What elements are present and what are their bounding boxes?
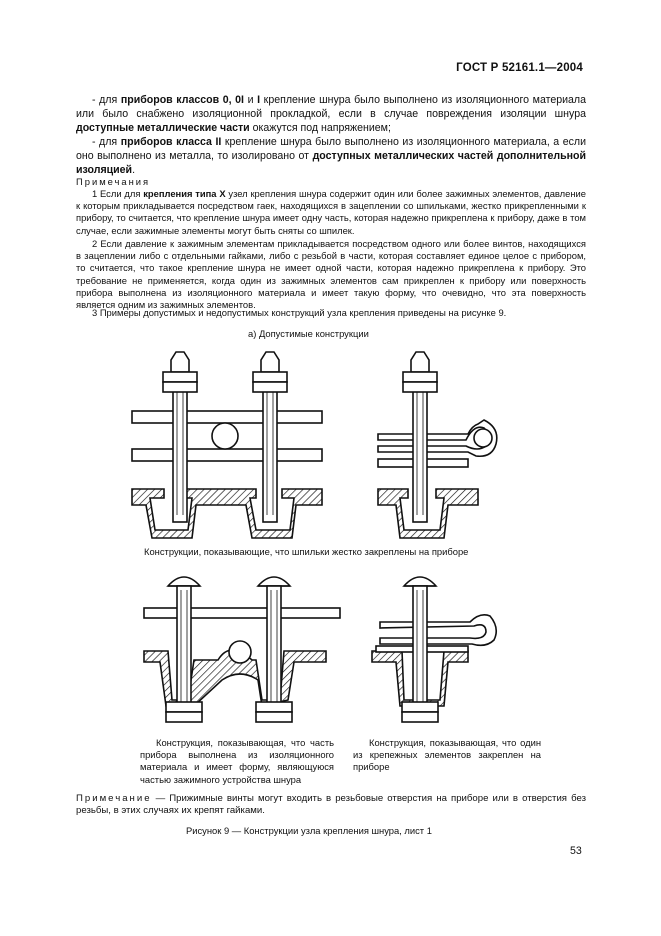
screw [267, 586, 281, 712]
nut [253, 372, 287, 382]
term: доступные металлические части [76, 122, 250, 134]
stud [413, 372, 427, 522]
stud [263, 372, 277, 522]
base-plate [132, 489, 322, 538]
nut [166, 702, 202, 712]
text: узел крепления шнура содержит один или более зажимных элементов, давление к которым прикладывается посредством гаек, находящихся в зацеплении со шпильками, жестко прикрепленными к прибору, то считается, что крепление шнура имеет одну часть, которая надежно прикреплена к прибору, даже в том случае, если зажимные элементы могут быть сняты со шпилек. [76, 188, 586, 236]
note-3: 3 Примеры допустимых и недопустимых конструкций узла крепления приведены на рисунке 9. [92, 307, 507, 318]
screw-head [258, 577, 290, 586]
term: I [257, 94, 261, 106]
document-code: ГОСТ Р 52161.1—2004 [456, 62, 583, 74]
upper-clamp-plate [144, 608, 340, 618]
notes-heading: Примечания [76, 176, 151, 187]
text: крепление шнура было выполнено из изоляционного материала или было снабжено изоляционной прокладкой, если в случае повреждения изоляции шнура [76, 94, 587, 120]
text: крепление шнура было выполнено из изоляционного материала, а если оно выполнено из металла, то изолировано от [76, 136, 587, 162]
text: . [132, 164, 136, 176]
text: 1 Если для [92, 188, 144, 199]
term: доступных металлических частей дополнительной изоляцией [76, 150, 587, 176]
caption-top-drawings: Конструкции, показывающие, что шпильки жестко закреплены на приборе [144, 546, 469, 557]
note-2: 2 Если давление к зажимным элементам прикладывается посредством одного или более винтов, находящихся в зацеплении либо с отдельными гайками, либо с резьбой в части, которая составляет единое целое с прибором, то считается, что такое крепление шнура не имеет одной части, которая надежно прикреплена к прибору. Это требование не применяется, когда один из зажимных элементов сам прикреплен к прибору или поверхность прибора выполнена из изоляционного материала и имеет такую форму, что очевидно, что эта поверхность является одним из зажимных элементов. [76, 238, 586, 311]
drawing-studs-two-plates [132, 352, 322, 538]
text: - для [92, 94, 121, 106]
note-text: — Прижимные винты могут входить в резьбовые отверстия на приборе или в отверстия без резьбы, в этих случаях их крепят гайками. [76, 793, 586, 817]
figure-title: Рисунок 9 — Конструкции узла крепления шнура, лист 1 [186, 825, 432, 836]
term: приборов класса II [120, 136, 222, 148]
screw [177, 586, 191, 712]
screw-head [168, 577, 200, 586]
nut [256, 702, 292, 712]
note-label: Примечание [76, 793, 152, 804]
figure-note [76, 793, 586, 818]
loop-clamp [380, 615, 496, 645]
drawing-screws-insulating-part [144, 577, 340, 722]
page-number: 53 [570, 845, 582, 857]
nut [403, 372, 437, 382]
caption-right-drawing: Конструкция, показывающая, что один из крепежных элементов закреплен на приборе [353, 737, 541, 773]
screw-head [404, 577, 436, 586]
text: окажутся под напряжением; [249, 122, 391, 134]
drawing-screw-fixed-element [372, 577, 496, 722]
drawing-stud-loop-clamp [378, 352, 497, 538]
base-plate [378, 489, 478, 538]
cord-section [229, 641, 251, 663]
term: крепления типа X [143, 188, 226, 199]
nut [163, 372, 197, 382]
cord-section [212, 423, 238, 449]
term: приборов классов 0, 0I [120, 94, 244, 106]
figure-section-a: а) Допустимые конструкции [248, 328, 369, 339]
nut [402, 702, 438, 712]
upper-clamp-plate [132, 411, 322, 423]
screw [413, 586, 427, 712]
text: и [244, 94, 258, 106]
text: - для [92, 136, 121, 148]
caption-left-drawing: Конструкция, показывающая, что часть прибора выполнена из изоляционного материала и имеет форму, являющуюся частью зажимного устройства шнура [140, 737, 334, 785]
lower-clamp-plate [132, 449, 322, 461]
stud [173, 372, 187, 522]
